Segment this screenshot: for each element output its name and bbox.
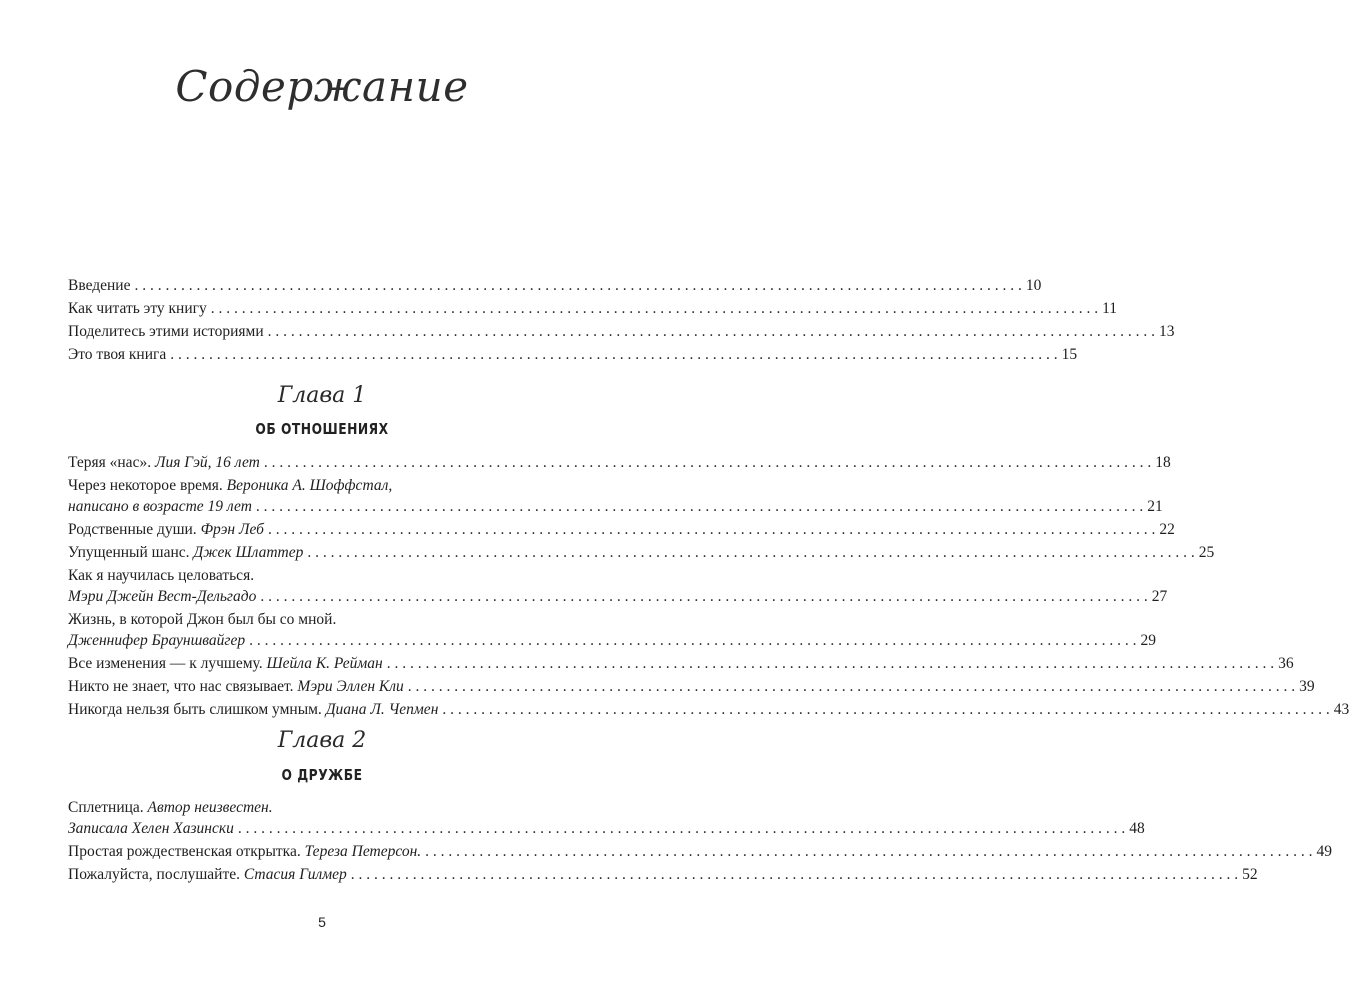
toc-intro: [68, 275, 1175, 365]
dot-leader: [256, 496, 1143, 517]
toc-entry-page: 43: [1333, 701, 1349, 718]
toc-entry-page: 25: [1198, 544, 1215, 561]
toc-entry[interactable]: [68, 864, 1258, 885]
chapter-subtitle: О ДРУЖБЕ: [281, 766, 363, 784]
page-number: 5: [318, 914, 326, 930]
toc-entry-title: Родственные души.: [68, 521, 197, 538]
dot-leader: [387, 653, 1274, 674]
toc-chapter-2: [68, 797, 1333, 885]
toc-entry-title: Жизнь, в которой Джон был бы со мной.: [68, 611, 337, 628]
page-title: Содержание: [175, 62, 469, 111]
toc-entry-author: Мэри Эллен Кли: [297, 678, 404, 695]
toc-entry[interactable]: [68, 452, 1171, 473]
toc-entry-page: 48: [1129, 820, 1145, 837]
toc-entry-page: 52: [1242, 866, 1258, 883]
toc-entry-author: Мэри Джейн Вест-Дельгадо: [68, 588, 257, 605]
dot-leader: [268, 519, 1155, 540]
toc-entry-author: написано в возрасте 19 лет: [68, 498, 252, 515]
toc-entry[interactable]: [68, 298, 1118, 319]
dot-leader: [260, 586, 1147, 607]
toc-entry-title: Как читать эту книгу: [68, 300, 207, 317]
dot-leader: [408, 676, 1295, 697]
toc-entry-title: Простая рождественская открытка.: [68, 843, 301, 860]
toc-entry-page: 49: [1316, 843, 1333, 860]
toc-entry[interactable]: [68, 344, 1078, 365]
toc-entry-author: Фрэн Леб: [200, 521, 264, 538]
toc-entry-title: Никто не знает, что нас связывает.: [68, 678, 294, 695]
dot-leader: [351, 864, 1238, 885]
toc-entry-title: Это твоя книга: [68, 346, 167, 363]
chapter-heading: Глава 2: [277, 728, 367, 753]
toc-entry-title: Теряя «нас».: [68, 454, 152, 471]
toc-entry[interactable]: [68, 653, 1294, 674]
toc-entry-title: Все изменения — к лучшему.: [68, 655, 263, 672]
dot-leader: [238, 818, 1125, 839]
toc-entry-page: 11: [1102, 300, 1118, 317]
toc-entry-page: 27: [1151, 588, 1168, 605]
toc-entry[interactable]: [68, 609, 1156, 651]
dot-leader: [170, 344, 1057, 365]
toc-entry-page: 10: [1025, 277, 1042, 294]
toc-entry-title: Пожалуйста, послушайте.: [68, 866, 240, 883]
toc-entry-author: Тереза Петерсон.: [304, 843, 422, 860]
toc-entry[interactable]: [68, 475, 1163, 517]
toc-entry-title: Как я научилась целоваться.: [68, 567, 255, 584]
toc-entry-page: 15: [1061, 346, 1078, 363]
dot-leader: [134, 275, 1021, 296]
toc-entry-author: Автор неизвестен.: [147, 799, 273, 816]
toc-entry-page: 22: [1159, 521, 1175, 538]
toc-entry-author: Дженнифер Брауншвайгер: [68, 632, 246, 649]
toc-entry-page: 36: [1278, 655, 1294, 672]
toc-entry-page: 13: [1159, 323, 1175, 340]
dot-leader: [264, 452, 1151, 473]
toc-entry[interactable]: [68, 797, 1145, 839]
chapter-subtitle: ОБ ОТНОШЕНИЯХ: [255, 420, 389, 438]
dot-leader: [249, 630, 1136, 651]
dot-leader: [425, 841, 1312, 862]
dot-leader: [268, 321, 1155, 342]
toc-entry-page: 18: [1155, 454, 1171, 471]
toc-entry-author: Вероника А. Шоффстал,: [226, 477, 393, 494]
toc-entry-page: 39: [1299, 678, 1315, 695]
toc-entry-author: Диана Л. Чепмен: [325, 701, 439, 718]
toc-entry-title: Никогда нельзя быть слишком умным.: [68, 701, 322, 718]
toc-chapter-1: [68, 452, 1349, 720]
toc-entry-author: Записала Хелен Хазински: [68, 820, 234, 837]
toc-entry-title: Сплетница.: [68, 799, 144, 816]
toc-entry-page: 21: [1147, 498, 1163, 515]
toc-entry-author: Стасия Гилмер: [243, 866, 347, 883]
toc-entry-title: Введение: [68, 277, 131, 294]
toc-entry-title: Упущенный шанс.: [68, 544, 190, 561]
chapter-heading: Глава 1: [277, 383, 367, 408]
toc-entry[interactable]: [68, 519, 1175, 540]
toc-entry[interactable]: [68, 841, 1333, 862]
toc-entry-author: Шейла К. Рейман: [266, 655, 383, 672]
toc-entry[interactable]: [68, 676, 1315, 697]
toc-entry[interactable]: [68, 321, 1175, 342]
dot-leader: [307, 542, 1194, 563]
toc-entry[interactable]: [68, 565, 1168, 607]
toc-entry-author: Лия Гэй, 16 лет: [154, 454, 260, 471]
toc-entry-page: 29: [1140, 632, 1156, 649]
toc-entry[interactable]: [68, 542, 1215, 563]
toc-entry-author: Джек Шлаттер: [193, 544, 304, 561]
dot-leader: [211, 298, 1098, 319]
toc-entry[interactable]: [68, 699, 1349, 720]
toc-entry-title: Поделитесь этими историями: [68, 323, 264, 340]
dot-leader: [442, 699, 1329, 720]
toc-entry[interactable]: [68, 275, 1042, 296]
toc-entry-title: Через некоторое время.: [68, 477, 223, 494]
